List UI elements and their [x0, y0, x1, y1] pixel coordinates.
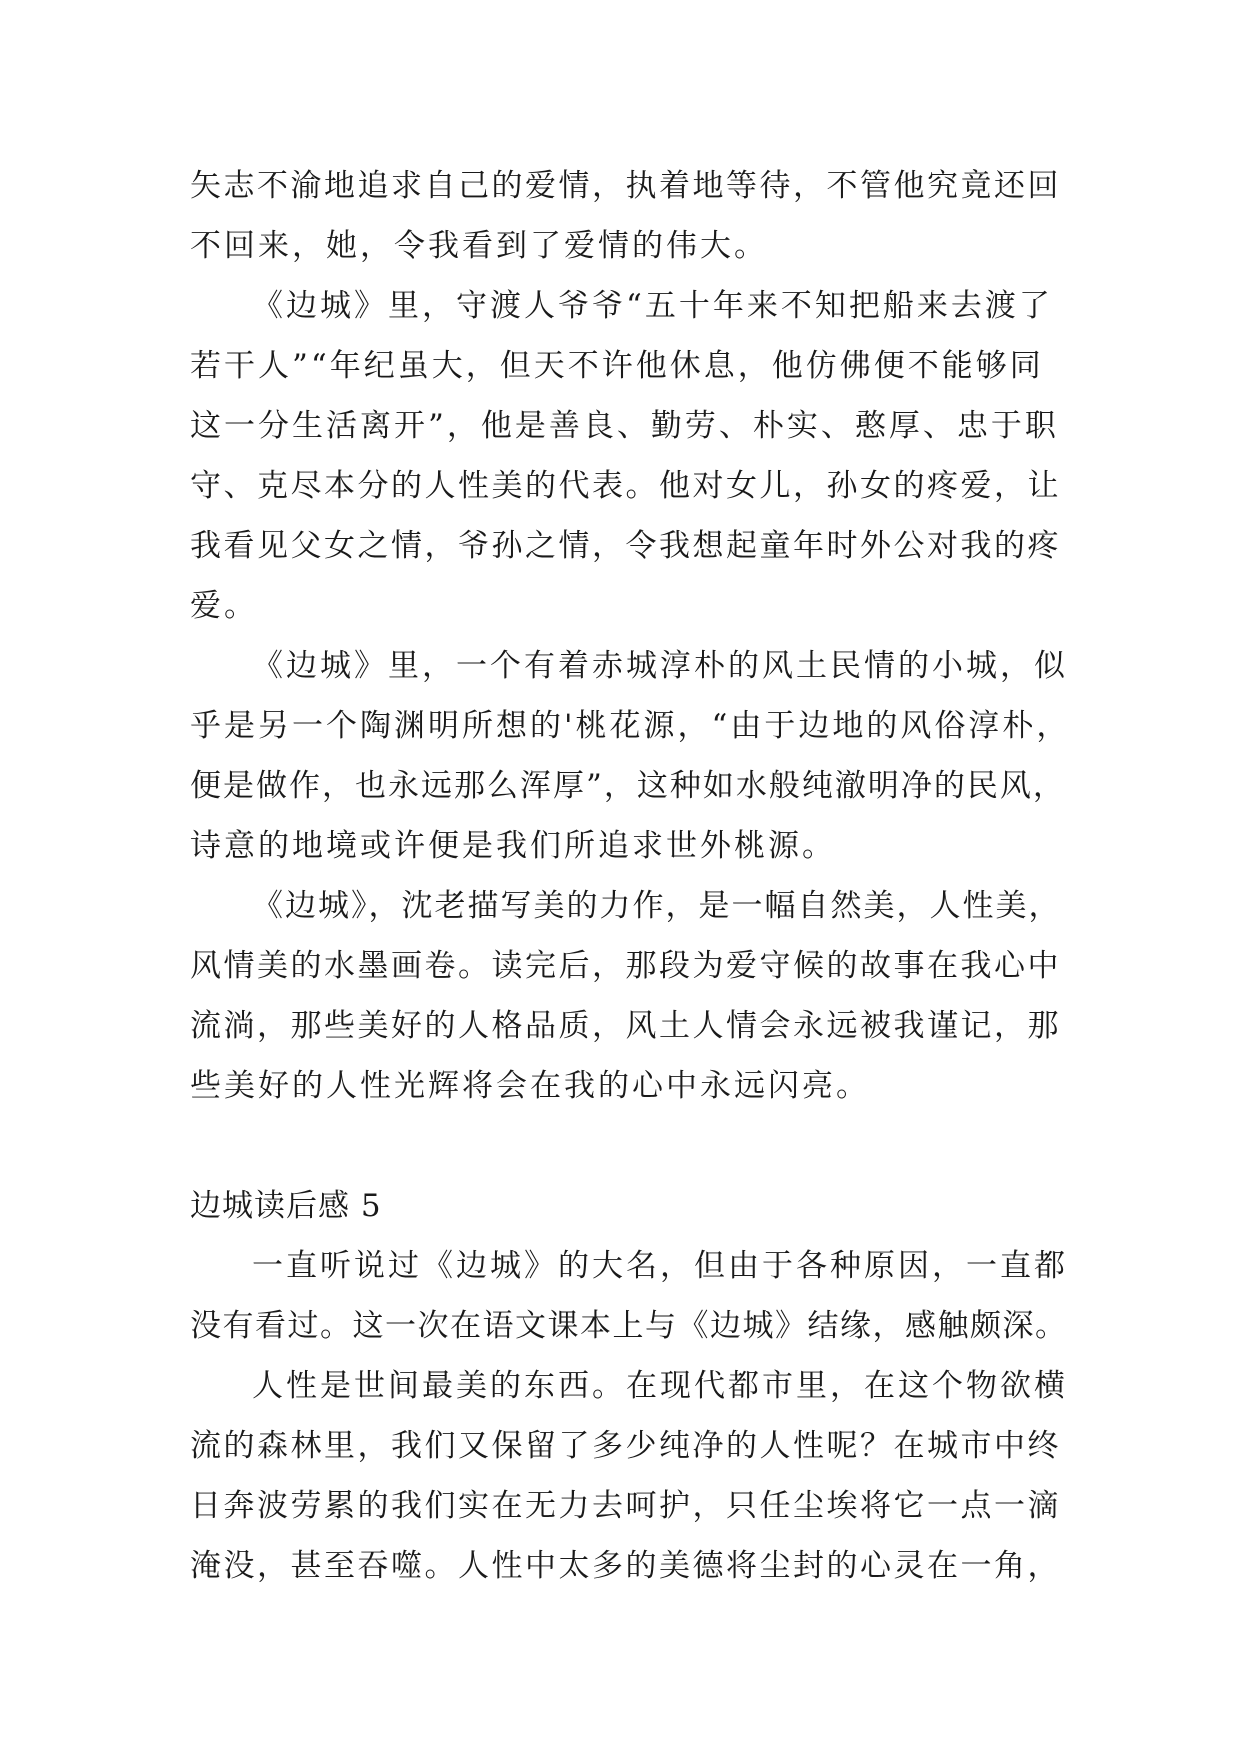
text-line: 没有看过。这一次在语文课本上与《边城》结缘，感触颇深。: [190, 1308, 1068, 1344]
text-line: 爱。: [190, 588, 258, 624]
text-line: 诗意的地境或许便是我们所追求世外桃源。: [190, 828, 836, 864]
text-line: 流的森林里，我们又保留了多少纯净的人性呢？在城市中终: [190, 1428, 1061, 1464]
text-line: 矢志不渝地追求自己的爱情，执着地等待，不管他究竟还回: [190, 168, 1061, 204]
text-line: 乎是另一个陶渊明所想的'桃花源，“由于边地的风俗淳朴，: [190, 708, 1071, 744]
text-line: 一直听说过《边城》的大名，但由于各种原因，一直都: [252, 1248, 1068, 1284]
text-line: 我看见父女之情，爷孙之情，令我想起童年时外公对我的疼: [190, 528, 1061, 564]
text-line: 《边城》里，守渡人爷爷“五十年来不知把船来去渡了: [252, 288, 1053, 324]
text-line: 日奔波劳累的我们实在无力去呵护，只任尘埃将它一点一滴: [190, 1488, 1061, 1524]
text-line: 《边城》里，一个有着赤城淳朴的风土民情的小城，似: [252, 648, 1068, 684]
text-line: 人性是世间最美的东西。在现代都市里，在这个物欲横: [252, 1368, 1068, 1404]
text-line: 风情美的水墨画卷。读完后，那段为爱守候的故事在我心中: [190, 948, 1061, 984]
text-line: 若干人”“年纪虽大，但天不许他休息，他仿佛便不能够同: [190, 348, 1044, 384]
text-line: 这一分生活离开”，他是善良、勤劳、朴实、憨厚、忠于职: [190, 408, 1059, 444]
text-line: 淹没，甚至吞噬。人性中太多的美德将尘封的心灵在一角，: [190, 1548, 1061, 1584]
text-line: 《边城》，沈老描写美的力作，是一幅自然美，人性美，: [252, 888, 1062, 924]
text-line: 便是做作，也永远那么浑厚”，这种如水般纯澈明净的民风，: [190, 768, 1066, 804]
text-line: 守、克尽本分的人性美的代表。他对女儿，孙女的疼爱，让: [190, 468, 1061, 504]
text-line: 流淌，那些美好的人格品质，风土人情会永远被我谨记，那: [190, 1008, 1061, 1044]
section-title: 边城读后感 5: [190, 1188, 382, 1224]
text-line: 不回来，她，令我看到了爱情的伟大。: [190, 228, 768, 264]
text-line: 些美好的人性光辉将会在我的心中永远闪亮。: [190, 1068, 870, 1104]
